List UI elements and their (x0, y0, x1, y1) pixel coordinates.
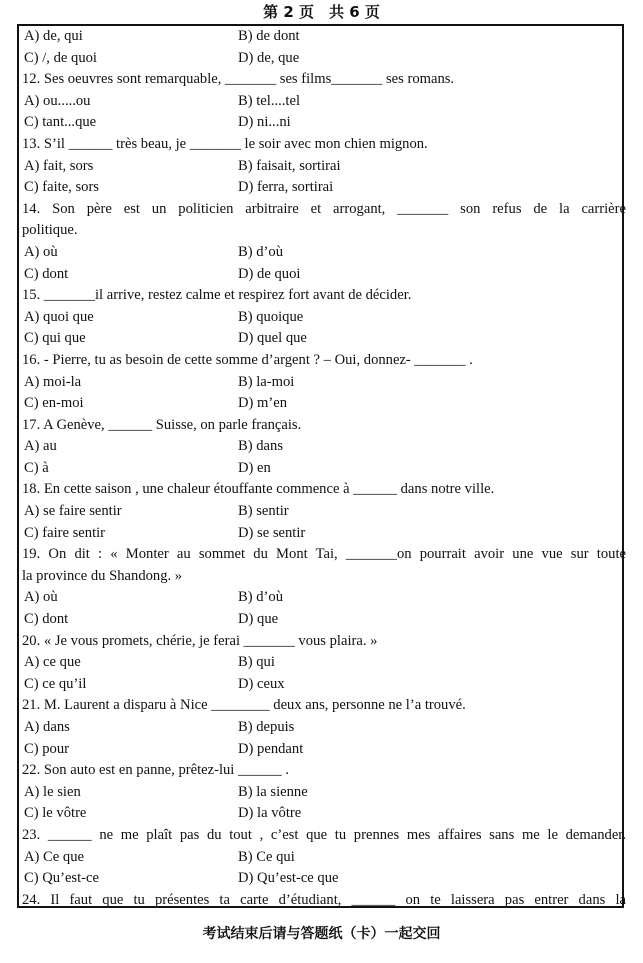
option-right: D) Qu’est-ce que (238, 870, 339, 887)
option-left: C) pour (24, 740, 69, 757)
options-row (22, 717, 626, 739)
option-left: A) au (24, 438, 57, 455)
options-row (22, 609, 626, 631)
option-left: A) de, qui (24, 28, 83, 44)
option-left: C) /, de quoi (24, 49, 97, 66)
options-row (22, 458, 626, 480)
options-row (22, 868, 626, 890)
question-line: la province du Shandong. » (22, 567, 183, 584)
option-left: C) qui que (24, 330, 86, 347)
option-right: D) quel que (238, 330, 307, 347)
question-line: 13. S’il ______ très beau, je _______ le soir avec mon chien mignon. (22, 135, 428, 152)
options-row (22, 91, 626, 113)
option-left: A) fait, sors (24, 157, 94, 174)
option-right: D) de quoi (238, 265, 301, 282)
question-list (22, 26, 626, 911)
options-row (22, 307, 626, 329)
question-line: 16. - Pierre, tu as besoin de cette somme d’argent ? – Oui, donnez- _______ . (22, 351, 473, 368)
option-left: C) le vôtre (24, 805, 87, 822)
option-right: B) d’où (238, 589, 283, 606)
option-left: A) ce que (24, 654, 81, 671)
option-right: B) dans (238, 438, 283, 455)
option-right: B) depuis (238, 719, 295, 735)
page-header: 第 2 页 共 6 页 (263, 3, 380, 21)
question-line: 18. En cette saison , une chaleur étouffante commence à ______ dans notre ville. (22, 481, 495, 498)
options-row (22, 242, 626, 264)
option-right: B) quoique (238, 308, 304, 325)
options-row (22, 328, 626, 350)
option-right: B) la sienne (238, 783, 308, 800)
option-right: D) la vôtre (238, 805, 302, 822)
question-line: 19. On dit : « Monter au sommet du Mont Tai, _______on pourrait avoir une vue sur toute (22, 546, 626, 563)
option-left: C) ce qu’il (24, 675, 87, 692)
option-left: A) moi-la (24, 373, 82, 390)
option-left: C) faire sentir (24, 524, 106, 541)
question-line: 14. Son père est un politicien arbitraire et arrogant, _______ son refus de la carrière (22, 200, 626, 217)
options-row (22, 26, 626, 48)
option-right: D) que (238, 611, 279, 628)
question-line: politique. (22, 222, 78, 239)
option-left: A) dans (24, 719, 70, 735)
option-left: C) dont (24, 611, 69, 628)
question-line: 24. Il faut que tu présentes ta carte d’étudiant, ______ on te laissera pas entrer dans la (22, 891, 626, 908)
options-row (22, 523, 626, 545)
option-right: D) se sentir (238, 524, 306, 541)
option-left: A) se faire sentir (24, 503, 122, 520)
option-left: A) le sien (24, 783, 81, 800)
options-row (22, 112, 626, 134)
question-line: 23. ______ ne me plaît pas du tout , c’est que tu prennes mes affaires sans me le demander. (22, 826, 626, 843)
options-row (22, 739, 626, 761)
question-line: 20. « Je vous promets, chérie, je ferai _______ vous plaira. » (22, 632, 378, 649)
options-row (22, 587, 626, 609)
option-right: B) de dont (238, 28, 300, 44)
option-right: D) de, que (238, 49, 300, 66)
options-row (22, 501, 626, 523)
option-right: B) d’où (238, 243, 283, 260)
option-left: C) en-moi (24, 395, 84, 412)
option-left: C) à (24, 459, 49, 476)
options-row (22, 264, 626, 286)
options-row (22, 393, 626, 415)
option-left: A) où (24, 243, 58, 260)
options-row (22, 177, 626, 199)
option-left: A) ou.....ou (24, 92, 91, 109)
option-right: D) ceux (238, 675, 285, 692)
question-line: 21. M. Laurent a disparu à Nice ________ deux ans, personne ne l’a trouvé. (22, 697, 466, 714)
question-line: 15. _______il arrive, restez calme et respirez fort avant de décider. (22, 287, 412, 304)
options-row (22, 436, 626, 458)
option-right: B) sentir (238, 503, 289, 520)
option-right: D) pendant (238, 740, 304, 757)
option-right: B) la-moi (238, 373, 295, 390)
question-line: 17. A Genève, ______ Suisse, on parle français. (22, 416, 302, 433)
options-row (22, 847, 626, 869)
option-right: B) Ce qui (238, 848, 295, 865)
option-right: D) ferra, sortirai (238, 179, 334, 196)
option-left: C) tant...que (24, 114, 97, 131)
options-row (22, 372, 626, 394)
options-row (22, 782, 626, 804)
option-right: D) ni...ni (238, 114, 291, 131)
options-row (22, 48, 626, 70)
question-line: 12. Ses oeuvres sont remarquable, _______ ses films_______ ses romans. (22, 71, 455, 88)
option-right: D) en (238, 459, 271, 476)
option-right: B) faisait, sortirai (238, 157, 341, 174)
option-left: C) Qu’est-ce (24, 870, 99, 887)
option-left: A) quoi que (24, 308, 94, 325)
options-row (22, 652, 626, 674)
option-left: C) faite, sors (24, 179, 99, 196)
option-right: B) qui (238, 654, 275, 671)
page-footer: 考试结束后请与答题纸（卡）一起交回 (202, 926, 441, 942)
options-row (22, 803, 626, 825)
option-left: C) dont (24, 265, 69, 282)
option-right: B) tel....tel (238, 92, 301, 109)
option-left: A) Ce que (24, 848, 84, 865)
option-right: D) m’en (238, 395, 288, 412)
option-left: A) où (24, 589, 58, 606)
question-line: 22. Son auto est en panne, prêtez-lui ______ . (22, 762, 290, 779)
options-row (22, 674, 626, 696)
options-row (22, 156, 626, 178)
